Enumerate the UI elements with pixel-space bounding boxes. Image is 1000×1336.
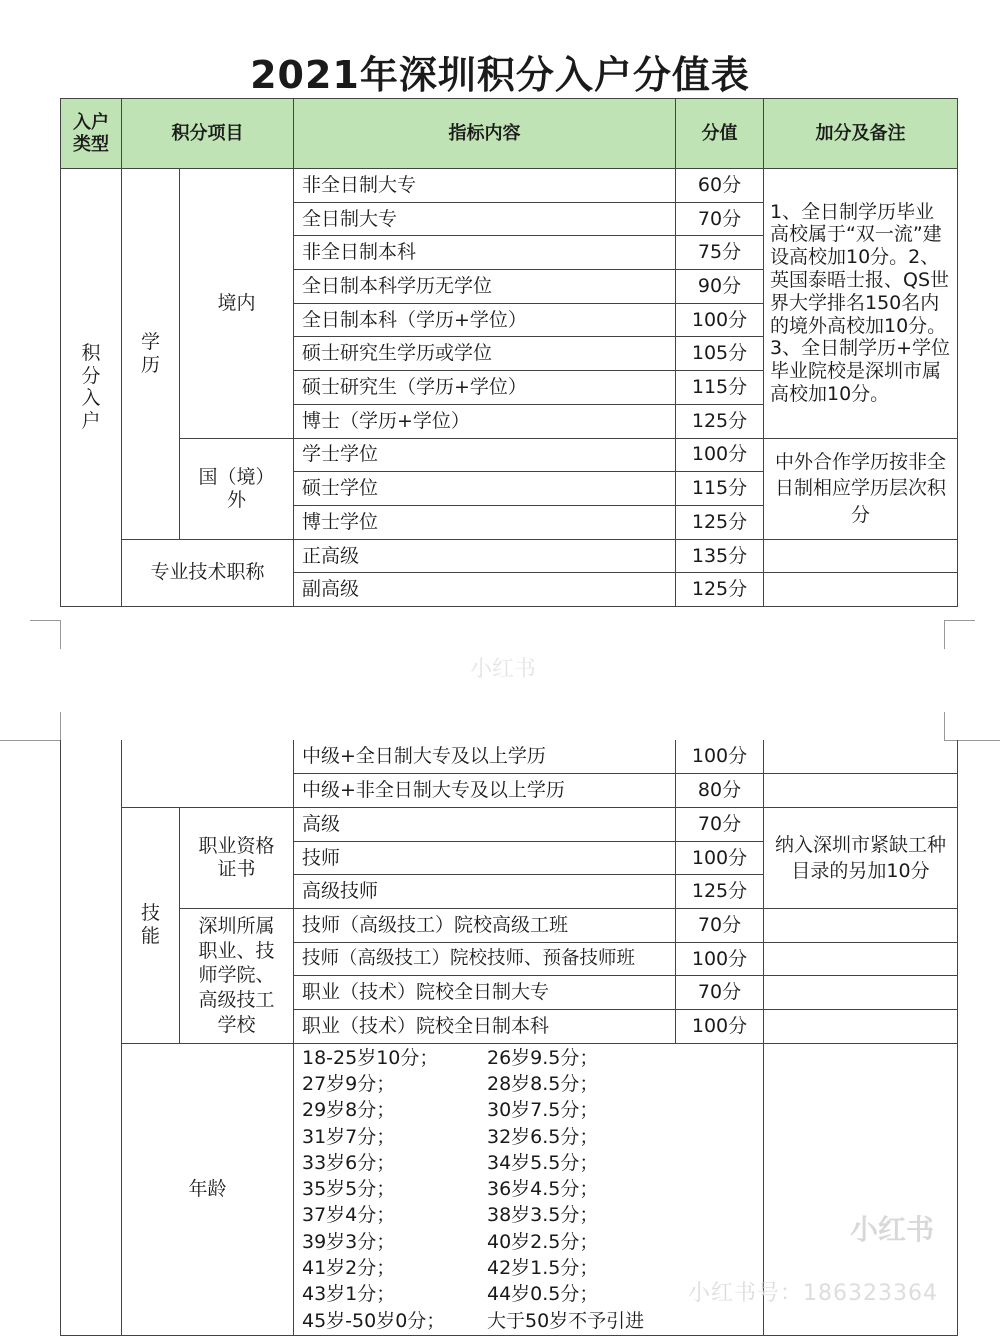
age-score-item: 38岁3.5分； <box>487 1204 599 1227</box>
age-score-item: 37岁4分； <box>302 1204 396 1227</box>
header-note: 加分及备注 <box>764 99 958 169</box>
note-cell <box>764 908 958 942</box>
age-score-item: 45岁-50岁0分； <box>302 1309 446 1332</box>
note-cell <box>764 976 958 1010</box>
crop-mark <box>30 620 61 649</box>
age-score-item: 大于50岁不予引进 <box>487 1309 645 1332</box>
age-score-item: 40岁2.5分； <box>487 1230 599 1253</box>
crop-mark <box>944 620 975 649</box>
header-type: 入户类型 <box>61 99 122 169</box>
age-score-item: 35岁5分； <box>302 1178 396 1201</box>
score-table-part1 <box>60 98 958 607</box>
age-score-item: 42岁1.5分； <box>487 1257 599 1280</box>
score-cell: 75分 <box>676 236 764 270</box>
note-cell <box>764 740 958 774</box>
age-score-item: 39岁3分； <box>302 1230 396 1253</box>
header-item: 积分项目 <box>122 99 294 169</box>
content-cell: 非全日制本科 <box>294 236 676 270</box>
account-watermark: 小红书号：186323364 <box>688 1281 938 1306</box>
title-label-cont <box>122 740 294 807</box>
score-cell: 115分 <box>676 472 764 506</box>
content-cell: 硕士学位 <box>294 472 676 506</box>
skill-label: 技能 <box>140 902 160 948</box>
table-row <box>61 438 958 472</box>
content-cell: 技师（高级技工）院校高级工班 <box>294 908 676 942</box>
score-cell: 70分 <box>676 976 764 1010</box>
score-cell: 60分 <box>676 169 764 203</box>
content-cell: 全日制本科学历无学位 <box>294 270 676 304</box>
age-score-item: 26岁9.5分； <box>487 1046 599 1069</box>
score-cell: 70分 <box>676 202 764 236</box>
table-row <box>61 740 958 774</box>
age-score-item: 43岁1分； <box>302 1283 396 1306</box>
score-cell: 100分 <box>676 438 764 472</box>
foreign-note: 中外合作学历按非全日制相应学历层次积分 <box>764 438 958 539</box>
education-label: 学历 <box>140 330 160 376</box>
score-cell: 100分 <box>676 1010 764 1044</box>
skill-cell <box>122 807 180 1043</box>
age-score-item: 44岁0.5分； <box>487 1283 599 1306</box>
score-cell: 100分 <box>676 740 764 774</box>
type-label: 积分入户 <box>81 341 101 433</box>
score-cell: 115分 <box>676 371 764 405</box>
cert-note: 纳入深圳市紧缺工种目录的另加10分 <box>764 807 958 908</box>
note-cell <box>764 573 958 607</box>
score-cell: 100分 <box>676 841 764 875</box>
type-cell-cont <box>61 740 122 1335</box>
content-cell: 硕士研究生学历或学位 <box>294 337 676 371</box>
header-score: 分值 <box>676 99 764 169</box>
content-cell: 硕士研究生（学历+学位） <box>294 371 676 405</box>
score-cell: 70分 <box>676 908 764 942</box>
page-title: 2021年深圳积分入户分值表 <box>250 53 750 97</box>
foreign-label: 国（境）外 <box>180 438 294 539</box>
note-cell <box>764 1010 958 1044</box>
note-cell <box>764 942 958 976</box>
content-cell: 博士学位 <box>294 505 676 539</box>
content-cell: 学士学位 <box>294 438 676 472</box>
age-score-item: 34岁5.5分； <box>487 1151 599 1174</box>
age-score-item: 31岁7分； <box>302 1125 396 1148</box>
note-cell <box>764 539 958 573</box>
content-cell: 正高级 <box>294 539 676 573</box>
title-label: 专业技术职称 <box>122 539 294 606</box>
age-score-item: 29岁8分； <box>302 1099 396 1122</box>
age-score-item: 36岁4.5分； <box>487 1178 599 1201</box>
divider <box>0 740 60 741</box>
crop-mark <box>30 712 61 741</box>
school-label: 深圳所属职业、技师学院、高级技工学校 <box>180 908 294 1043</box>
content-cell: 职业（技术）院校全日制本科 <box>294 1010 676 1044</box>
logo-watermark: 小红书 <box>850 1213 935 1246</box>
content-cell: 博士（学历+学位） <box>294 404 676 438</box>
domestic-note: 1、全日制学历毕业高校属于“双一流”建设高校加10分。2、英国泰晤士报、QS世界大学排名150名内的境外高校加10分。3、全日制学历+学位毕业院校是深圳市属高校加10分。 <box>764 169 958 439</box>
age-score-item: 33岁6分； <box>302 1151 396 1174</box>
content-cell: 技师（高级技工）院校技师、预备技师班 <box>294 942 676 976</box>
crop-mark <box>944 712 975 741</box>
domestic-label: 境内 <box>180 169 294 439</box>
age-score-item: 41岁2分； <box>302 1257 396 1280</box>
score-cell: 100分 <box>676 303 764 337</box>
header-content: 指标内容 <box>294 99 676 169</box>
score-cell: 125分 <box>676 505 764 539</box>
center-watermark: 小红书 <box>470 657 537 682</box>
score-cell: 105分 <box>676 337 764 371</box>
content-cell: 全日制本科（学历+学位） <box>294 303 676 337</box>
age-score-item: 32岁6.5分； <box>487 1125 599 1148</box>
divider <box>957 740 1000 741</box>
table-header-row <box>61 99 958 169</box>
score-cell: 70分 <box>676 807 764 841</box>
content-cell: 技师 <box>294 841 676 875</box>
note-cell <box>764 774 958 808</box>
content-cell: 副高级 <box>294 573 676 607</box>
content-cell: 非全日制大专 <box>294 169 676 203</box>
table-row <box>61 807 958 841</box>
content-cell: 中级+全日制大专及以上学历 <box>294 740 676 774</box>
cert-label: 职业资格证书 <box>180 807 294 908</box>
content-cell: 高级 <box>294 807 676 841</box>
education-cell <box>122 169 180 540</box>
content-cell: 中级+非全日制大专及以上学历 <box>294 774 676 808</box>
score-cell: 125分 <box>676 404 764 438</box>
age-score-item: 18-25岁10分； <box>302 1046 439 1069</box>
age-label: 年龄 <box>122 1043 294 1335</box>
content-cell: 高级技师 <box>294 875 676 909</box>
content-cell: 全日制大专 <box>294 202 676 236</box>
type-cell <box>61 169 122 607</box>
table-row <box>61 908 958 942</box>
score-cell: 90分 <box>676 270 764 304</box>
age-score-item: 30岁7.5分； <box>487 1099 599 1122</box>
age-score-item: 28岁8.5分； <box>487 1072 599 1095</box>
score-cell: 125分 <box>676 875 764 909</box>
score-cell: 100分 <box>676 942 764 976</box>
table-row <box>61 169 958 203</box>
score-cell: 135分 <box>676 539 764 573</box>
content-cell: 职业（技术）院校全日制大专 <box>294 976 676 1010</box>
score-table-part2 <box>60 740 958 1336</box>
table-row <box>61 539 958 573</box>
age-score-item: 27岁9分； <box>302 1072 396 1095</box>
score-cell: 125分 <box>676 573 764 607</box>
score-cell: 80分 <box>676 774 764 808</box>
